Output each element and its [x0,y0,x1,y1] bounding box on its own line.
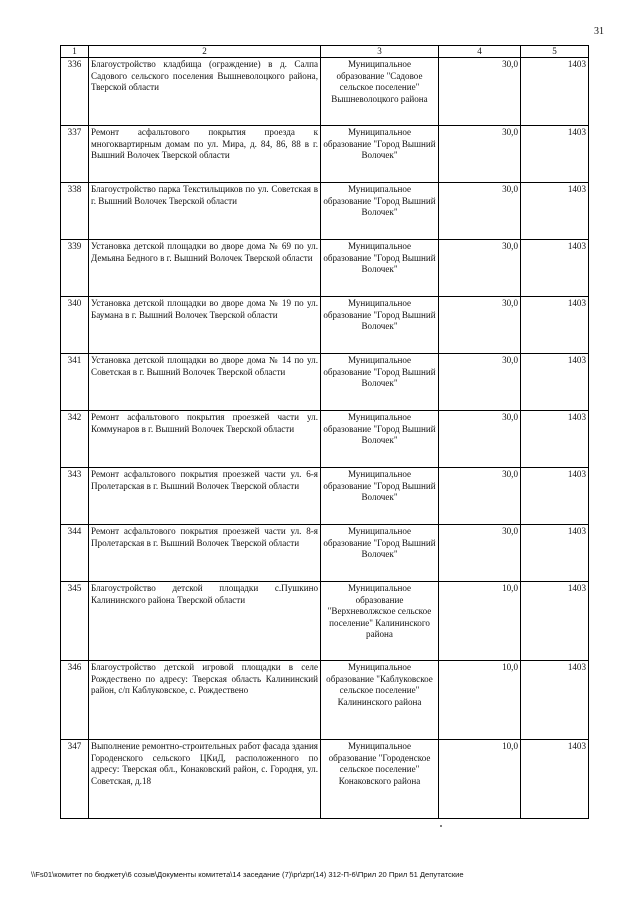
row-number: 337 [61,126,89,183]
work-description: Благоустройство кладбища (ограждение) в д. Салпа Садового сельского поселения Вышневолоцкого района, Тверской области [89,58,321,126]
table-row [61,126,589,183]
row-number: 347 [61,740,89,819]
row-number: 345 [61,582,89,661]
row-number: 344 [61,525,89,582]
table-row [61,525,589,582]
column-header-2: 2 [89,46,321,58]
table-row [61,661,589,740]
budget-code: 1403 [521,411,589,468]
row-number: 338 [61,183,89,240]
municipal-entity: Муниципальное образование "Город Вышний Волочек" [321,411,439,468]
budget-code: 1403 [521,58,589,126]
table-row [61,297,589,354]
budget-code: 1403 [521,297,589,354]
page-number: 31 [594,26,604,37]
column-header-5: 5 [521,46,589,58]
table-row [61,582,589,661]
budget-code: 1403 [521,661,589,740]
row-number: 341 [61,354,89,411]
municipal-entity: Муниципальное образование "Город Вышний Волочек" [321,183,439,240]
budget-code: 1403 [521,740,589,819]
column-header-4: 4 [439,46,521,58]
table-row [61,240,589,297]
municipal-entity: Муниципальное образование "Город Вышний Волочек" [321,468,439,525]
municipal-entity: Муниципальное образование "Город Вышний Волочек" [321,525,439,582]
amount-value: 30,0 [439,126,521,183]
budget-code: 1403 [521,582,589,661]
municipal-entity: Муниципальное образование "Город Вышний Волочек" [321,354,439,411]
municipal-entity: Муниципальное образование "Город Вышний Волочек" [321,240,439,297]
amount-value: 10,0 [439,582,521,661]
work-description: Ремонт асфальтового покрытия проезжей части ул. Коммунаров в г. Вышний Волочек Тверской области [89,411,321,468]
municipal-entity: Муниципальное образование "Городенское сельское поселение" Конаковского района [321,740,439,819]
amount-value: 10,0 [439,661,521,740]
amount-value: 30,0 [439,183,521,240]
work-description: Ремонт асфальтового покрытия проезжей части ул. 8-я Пролетарская в г. Вышний Волочек Тверской области [89,525,321,582]
row-number: 339 [61,240,89,297]
row-number: 336 [61,58,89,126]
row-number: 346 [61,661,89,740]
municipal-entity: Муниципальное образование "Верхневолжское сельское поселение" Калининского района [321,582,439,661]
budget-code: 1403 [521,468,589,525]
work-description: Благоустройство детской площадки с.Пушкино Калининского района Тверской области [89,582,321,661]
budget-code: 1403 [521,525,589,582]
work-description: Ремонт асфальтового покрытия проезжей части ул. 6-я Пролетарская в г. Вышний Волочек Тверской области [89,468,321,525]
work-description: Установка детской площадки во дворе дома № 69 по ул. Демьяна Бедного в г. Вышний Волочек Тверской области [89,240,321,297]
work-description: Благоустройство парка Текстильщиков по ул. Советская в г. Вышний Волочек Тверской области [89,183,321,240]
work-description: Ремонт асфальтового покрытия проезда к многоквартирным домам по ул. Мира, д. 84, 86, 88 в г. Вышний Волочек Тверской области [89,126,321,183]
amount-value: 30,0 [439,240,521,297]
table-row [61,183,589,240]
work-description: Благоустройство детской игровой площадки в селе Рождествено по адресу: Тверская область Калининский район, с/п Каблуковское, с. Рождествено [89,661,321,740]
allocation-table [60,45,589,819]
row-number: 343 [61,468,89,525]
municipal-entity: Муниципальное образование "Город Вышний Волочек" [321,126,439,183]
scan-speck [440,825,442,827]
amount-value: 10,0 [439,740,521,819]
table-row [61,411,589,468]
column-header-3: 3 [321,46,439,58]
table-row [61,468,589,525]
amount-value: 30,0 [439,468,521,525]
work-description: Установка детской площадки во дворе дома № 19 по ул. Баумана в г. Вышний Волочек Тверской области [89,297,321,354]
column-header-1: 1 [61,46,89,58]
budget-code: 1403 [521,240,589,297]
municipal-entity: Муниципальное образование "Садовое сельское поселение" Вышневолоцкого района [321,58,439,126]
amount-value: 30,0 [439,58,521,126]
row-number: 342 [61,411,89,468]
row-number: 340 [61,297,89,354]
amount-value: 30,0 [439,411,521,468]
footer-file-path: \\Fs01\комитет по бюджету\6 созыв\Документы комитета\14 заседание (7)\pr\zpr(14) 312-П-6\Прил 20 Прил 51 Депутатские [31,870,464,879]
amount-value: 30,0 [439,525,521,582]
table-row [61,354,589,411]
table-row [61,740,589,819]
amount-value: 30,0 [439,297,521,354]
work-description: Установка детской площадки во дворе дома № 14 по ул. Советская в г. Вышний Волочек Тверской области [89,354,321,411]
table-row [61,58,589,126]
amount-value: 30,0 [439,354,521,411]
municipal-entity: Муниципальное образование "Город Вышний Волочек" [321,297,439,354]
work-description: Выполнение ремонтно-строительных работ фасада здания Городенского сельского ЦКиД, расположенного по адресу: Тверская обл., Конаковский район, с. Городня, ул. Советская, д.18 [89,740,321,819]
budget-code: 1403 [521,126,589,183]
budget-code: 1403 [521,354,589,411]
budget-code: 1403 [521,183,589,240]
municipal-entity: Муниципальное образование "Каблуковское сельское поселение" Калининского района [321,661,439,740]
table-header-row [61,46,589,58]
